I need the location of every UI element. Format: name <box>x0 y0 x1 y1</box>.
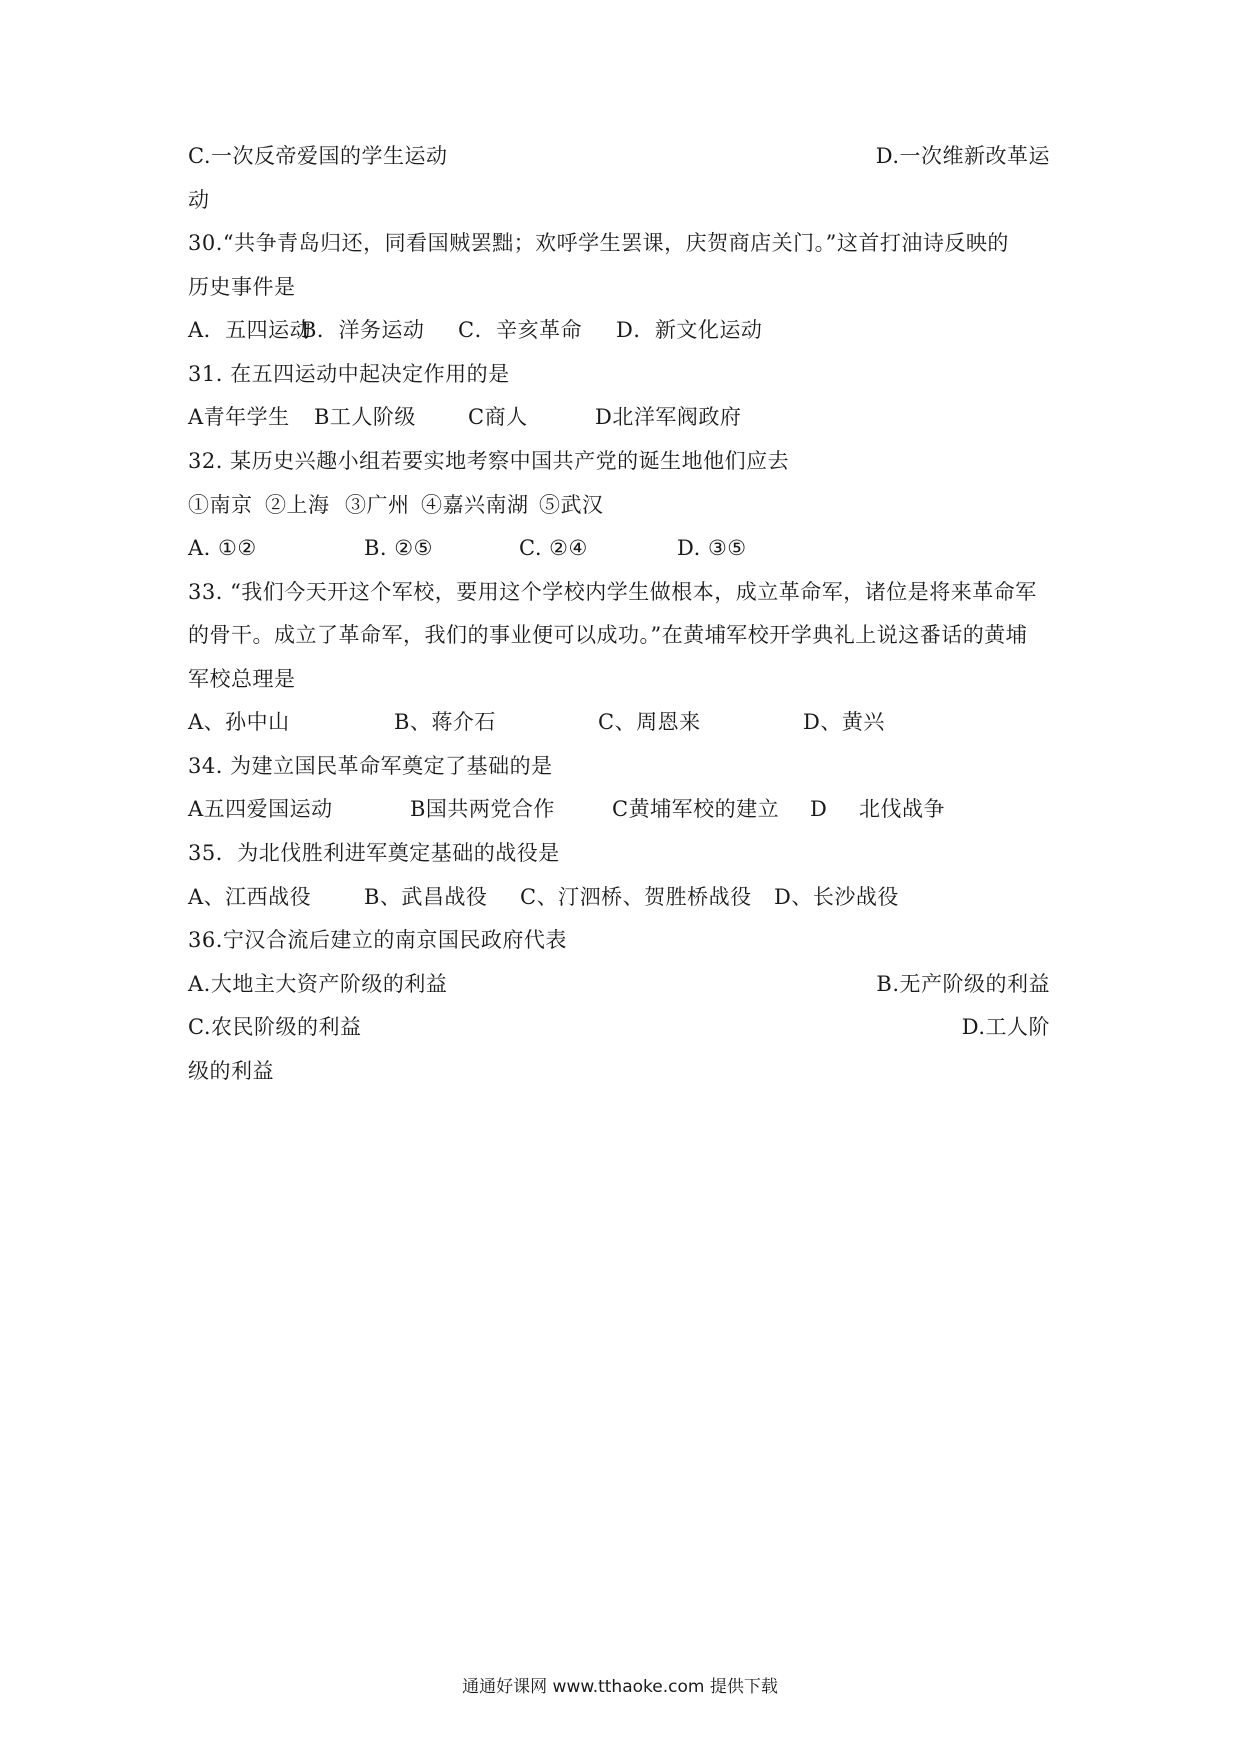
q29-option-c: C.一次反帝爱国的学生运动 <box>188 144 448 168</box>
q33-option-d: D、黄兴 <box>803 710 885 734</box>
q30-stem-line1: 30.“共争青岛归还，同看国贼罢黜；欢呼学生罢课，庆贺商店关门。”这首打油诗反映的 <box>188 231 1009 255</box>
q32-option-c: C. ②④ <box>519 536 588 560</box>
q35-option-c: C、汀泗桥、贺胜桥战役 <box>520 885 752 909</box>
page-footer: 通通好课网 www.tthaoke.com 提供下载 <box>462 1677 778 1697</box>
q35-option-d: D、长沙战役 <box>774 885 899 909</box>
q32-option-b: B. ②⑤ <box>364 536 433 560</box>
q33-option-a: A、孙中山 <box>188 710 290 734</box>
q33-option-b: B、蒋介石 <box>394 710 496 734</box>
q34-option-c: C黄埔军校的建立 <box>612 797 780 821</box>
q33-stem-line3: 军校总理是 <box>188 667 296 691</box>
q35-option-b: B、武昌战役 <box>364 885 488 909</box>
q32-choice-2: ②上海 <box>265 493 330 517</box>
q30-option-c: C．辛亥革命 <box>458 318 583 342</box>
q31-option-b: B工人阶级 <box>314 405 416 429</box>
q30-option-a: A．五四运动 <box>188 318 312 342</box>
q32-choice-1: ①南京 <box>188 493 253 517</box>
q30-stem-line2: 历史事件是 <box>188 275 296 299</box>
q36-option-b: B.无产阶级的利益 <box>876 972 1050 996</box>
q34-option-d-text: 北伐战争 <box>859 797 945 821</box>
q36-option-d-wrap: 级的利益 <box>188 1059 274 1083</box>
q31-option-a: A青年学生 <box>188 405 290 429</box>
q32-option-d: D. ③⑤ <box>677 536 747 560</box>
q33-option-c: C、周恩来 <box>598 710 701 734</box>
q32-choice-4: ④嘉兴南湖 <box>421 493 529 517</box>
q32-choice-3: ③广州 <box>345 493 410 517</box>
q30-option-d: D．新文化运动 <box>616 318 763 342</box>
q33-stem-line2: 的骨干。成立了革命军，我们的事业便可以成功。”在黄埔军校开学典礼上说这番话的黄埔 <box>188 623 1028 647</box>
q34-stem: 34. 为建立国民革命军奠定了基础的是 <box>188 754 553 778</box>
q36-option-a: A.大地主大资产阶级的利益 <box>188 972 448 996</box>
q32-choice-5: ⑤武汉 <box>539 493 604 517</box>
q36-option-c: C.农民阶级的利益 <box>188 1015 362 1039</box>
q34-option-d-letter: D <box>810 797 828 821</box>
q34-option-a: A五四爱国运动 <box>188 797 333 821</box>
q32-option-a: A. ①② <box>188 536 257 560</box>
q29-option-d: D.一次维新改革运 <box>875 144 1050 168</box>
q33-stem-line1: 33. “我们今天开这个军校，要用这个学校内学生做根本，成立革命军，诸位是将来革命军 <box>188 580 1037 604</box>
q31-option-c: C商人 <box>468 405 528 429</box>
q36-option-d: D.工人阶 <box>961 1015 1050 1039</box>
q35-option-a: A、江西战役 <box>188 885 312 909</box>
q29-option-d-wrap: 动 <box>188 188 210 212</box>
q34-option-b: B国共两党合作 <box>410 797 555 821</box>
q36-stem: 36.宁汉合流后建立的南京国民政府代表 <box>188 928 567 952</box>
q35-stem: 35．为北伐胜利进军奠定基础的战役是 <box>188 841 560 865</box>
q32-stem: 32. 某历史兴趣小组若要实地考察中国共产党的诞生地他们应去 <box>188 449 790 473</box>
q31-stem: 31. 在五四运动中起决定作用的是 <box>188 362 510 386</box>
q31-option-d: D北洋军阀政府 <box>595 405 742 429</box>
q30-option-b: B．洋务运动 <box>301 318 425 342</box>
